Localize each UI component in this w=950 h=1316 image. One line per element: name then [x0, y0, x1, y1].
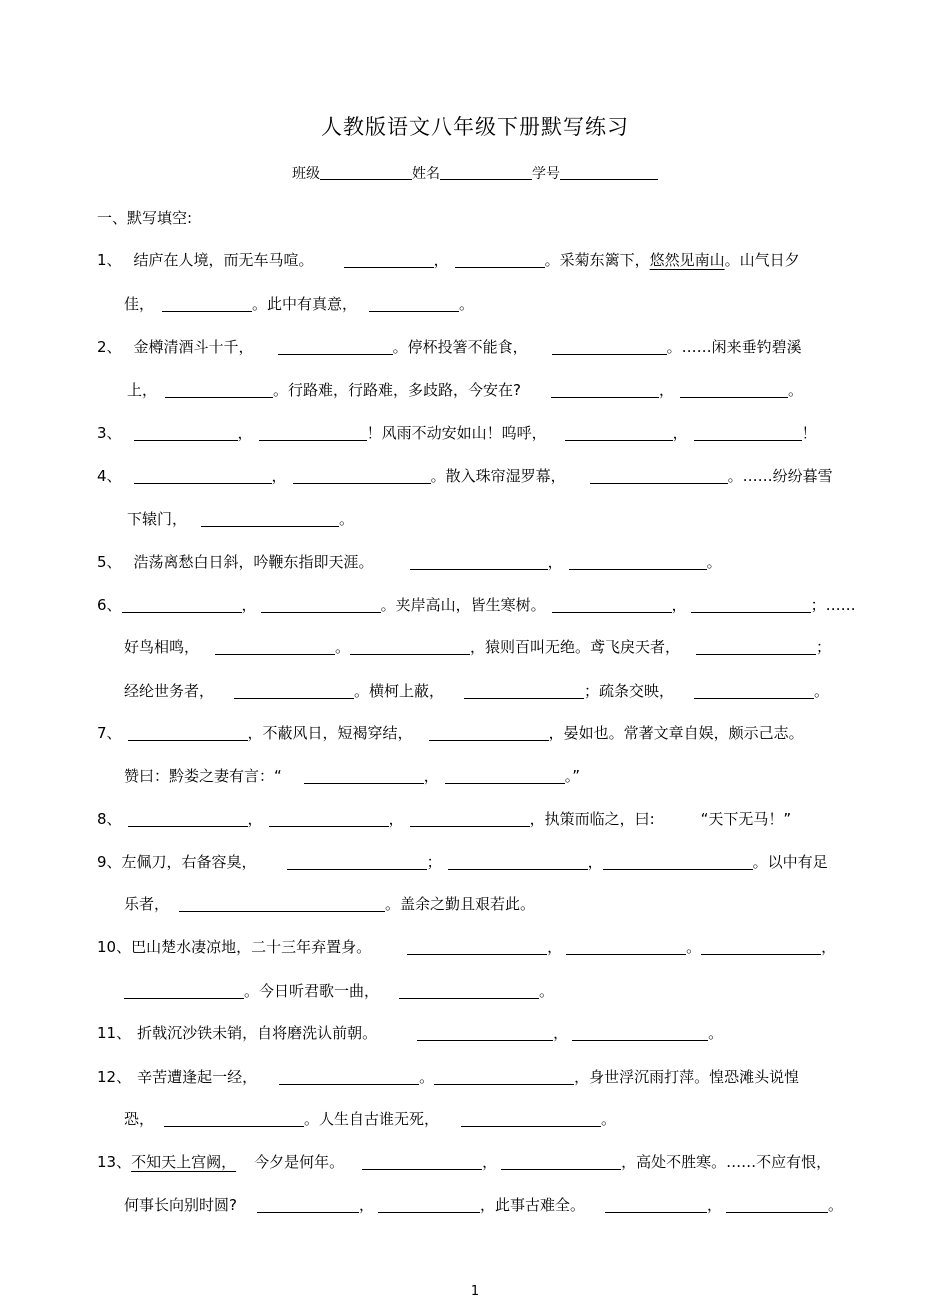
punctuation: ， — [672, 424, 688, 442]
prompt-text: 。山气日夕 — [724, 251, 800, 269]
prompt-text: ，执策而临之，曰: — [529, 810, 655, 828]
answer-blank[interactable] — [261, 597, 381, 613]
answer-blank[interactable] — [122, 597, 242, 613]
prompt-text: 结庐在人境，而无车马喧。 — [133, 251, 314, 269]
answer-blank[interactable] — [362, 1154, 482, 1170]
name-blank[interactable] — [440, 165, 532, 180]
class-label: 班级 — [292, 166, 320, 182]
answer-blank[interactable] — [165, 382, 273, 398]
punctuation: 。 — [708, 1024, 724, 1042]
punctuation: ， — [247, 810, 263, 828]
answer-blank[interactable] — [304, 768, 424, 784]
punctuation: 。 — [601, 1110, 617, 1128]
punctuation: ， — [482, 1153, 498, 1171]
question-number: 6、 — [97, 596, 122, 614]
answer-blank[interactable] — [344, 252, 434, 268]
answer-blank[interactable] — [369, 296, 459, 312]
question-10-line-1 — [97, 937, 836, 957]
prompt-text: 。盖余之勤且艰若此。 — [385, 895, 536, 913]
punctuation: 。 — [788, 381, 804, 399]
answer-blank[interactable] — [128, 725, 248, 741]
answer-blank[interactable] — [569, 554, 707, 570]
answer-blank[interactable] — [445, 768, 565, 784]
answer-blank[interactable] — [552, 597, 672, 613]
question-number: 3、 — [97, 424, 122, 442]
answer-blank[interactable] — [350, 639, 470, 655]
question-1-line-2 — [124, 294, 474, 314]
question-4-line-1 — [97, 466, 833, 486]
question-12-line-1 — [97, 1067, 799, 1087]
punctuation: 。 — [419, 1068, 435, 1086]
answer-blank[interactable] — [259, 425, 367, 441]
answer-blank[interactable] — [279, 1069, 419, 1085]
answer-blank[interactable] — [434, 1069, 574, 1085]
punctuation: ， — [658, 381, 674, 399]
prompt-text: ，晏如也。常著文章自娱，颇示己志。 — [548, 724, 804, 742]
answer-blank[interactable] — [378, 1197, 480, 1213]
punctuation: 。” — [564, 767, 581, 785]
answer-blank[interactable] — [565, 425, 673, 441]
prompt-text: 经纶世务者， — [124, 682, 215, 700]
prompt-text: ，身世浮沉雨打萍。惶恐滩头说惶 — [574, 1068, 800, 1086]
prompt-text: 今夕是何年。 — [254, 1153, 345, 1171]
punctuation: ， — [388, 810, 404, 828]
punctuation: 。 — [335, 638, 351, 656]
prompt-text: ，不蔽风日，短褐穿结， — [247, 724, 413, 742]
question-6-line-2 — [124, 637, 831, 657]
answer-blank[interactable] — [124, 983, 244, 999]
punctuation: ， — [587, 853, 603, 871]
punctuation: 。 — [828, 1196, 844, 1214]
punctuation: ， — [237, 424, 253, 442]
question-number: 5、 — [97, 553, 122, 571]
answer-blank[interactable] — [448, 854, 588, 870]
question-11 — [97, 1023, 723, 1043]
prompt-text: 。人生自古谁无死， — [304, 1110, 440, 1128]
answer-blank[interactable] — [455, 252, 545, 268]
punctuation: 。 — [339, 510, 355, 528]
question-number: 12、 — [97, 1068, 132, 1086]
question-9-line-1 — [97, 852, 828, 872]
punctuation: ， — [241, 596, 257, 614]
answer-blank[interactable] — [399, 983, 539, 999]
answer-blank[interactable] — [680, 382, 788, 398]
underlined-text: 不知天上宫阙， — [131, 1153, 237, 1171]
prompt-text: 左佩刀，右备容臭， — [121, 853, 257, 871]
answer-blank[interactable] — [701, 939, 821, 955]
punctuation: ！ — [801, 424, 817, 442]
question-number: 11、 — [97, 1024, 132, 1042]
answer-blank[interactable] — [407, 939, 547, 955]
section-heading: 一、默写填空: — [97, 209, 193, 227]
answer-blank[interactable] — [278, 339, 393, 355]
answer-blank[interactable] — [552, 339, 667, 355]
number-label: 学号 — [532, 166, 560, 182]
prompt-text: ！风雨不动安如山！呜呼， — [366, 424, 547, 442]
answer-blank[interactable] — [603, 854, 753, 870]
punctuation: ； — [426, 853, 442, 871]
number-blank[interactable] — [560, 165, 658, 180]
punctuation: 。 — [539, 982, 555, 1000]
prompt-text: 乐者， — [124, 895, 170, 913]
answer-blank[interactable] — [287, 854, 427, 870]
student-info-row — [0, 163, 950, 183]
question-number: 9、 — [97, 853, 122, 871]
answer-blank[interactable] — [269, 811, 389, 827]
answer-blank[interactable] — [691, 597, 811, 613]
prompt-text: 。……闲来垂钓碧溪 — [666, 338, 802, 356]
question-number: 2、 — [97, 338, 122, 356]
answer-blank[interactable] — [694, 683, 814, 699]
answer-blank[interactable] — [410, 811, 530, 827]
prompt-text: 何事长向别时圆? — [124, 1196, 237, 1214]
punctuation: ， — [271, 467, 287, 485]
prompt-text: 巴山楚水凄凉地，二十三年弃置身。 — [131, 938, 372, 956]
prompt-text: 好鸟相鸣， — [124, 638, 200, 656]
prompt-text: ，高处不胜寒。……不应有恨， — [621, 1153, 832, 1171]
answer-blank[interactable] — [696, 639, 816, 655]
question-6-line-3 — [124, 681, 829, 701]
question-number: 8、 — [97, 810, 122, 828]
prompt-text: 。今日听君歌一曲， — [244, 982, 380, 1000]
prompt-text: “天下无马！” — [700, 810, 792, 828]
answer-blank[interactable] — [551, 382, 659, 398]
prompt-text: ，猿则百叫无绝。鸢飞戾天者， — [470, 638, 681, 656]
question-10-line-2 — [124, 981, 554, 1001]
prompt-text: 。此中有真意， — [252, 295, 358, 313]
prompt-text: 辛苦遭逢起一经， — [137, 1068, 258, 1086]
punctuation: 。 — [814, 682, 830, 700]
question-13-line-2 — [124, 1195, 843, 1215]
answer-blank[interactable] — [134, 468, 272, 484]
answer-blank[interactable] — [179, 896, 385, 912]
prompt-text: 。横柯上蔽， — [354, 682, 445, 700]
answer-blank[interactable] — [605, 1197, 707, 1213]
prompt-text: 。行路难，行路难，多歧路，今安在? — [273, 381, 521, 399]
question-9-line-2 — [124, 894, 535, 914]
question-7-line-1 — [97, 723, 804, 743]
answer-blank[interactable] — [429, 725, 549, 741]
answer-blank[interactable] — [234, 683, 354, 699]
punctuation: ， — [358, 1196, 374, 1214]
prompt-text: 。散入珠帘湿罗幕， — [430, 467, 566, 485]
question-3 — [97, 423, 817, 443]
answer-blank[interactable] — [590, 468, 728, 484]
answer-blank[interactable] — [566, 939, 686, 955]
punctuation: ； — [816, 638, 832, 656]
prompt-text: 赞曰：黔娄之妻有言：“ — [124, 767, 282, 785]
question-2-line-1 — [97, 337, 802, 357]
prompt-text: 下辕门， — [127, 510, 188, 528]
question-13-line-1 — [97, 1152, 831, 1172]
question-1-line-1 — [97, 250, 800, 270]
answer-blank[interactable] — [201, 511, 339, 527]
question-12-line-2 — [124, 1109, 616, 1129]
question-number: 1、 — [97, 251, 122, 269]
prompt-text: 。停杯投箸不能食， — [392, 338, 528, 356]
prompt-text: ，此事古难全。 — [479, 1196, 585, 1214]
punctuation: 。 — [459, 295, 475, 313]
answer-blank[interactable] — [417, 1025, 553, 1041]
underlined-text: 悠然见南山 — [649, 251, 725, 269]
prompt-text: 恐， — [124, 1110, 155, 1128]
punctuation: 。 — [686, 938, 702, 956]
punctuation: 。 — [706, 553, 722, 571]
prompt-text: 。……纷纷暮雪 — [727, 467, 833, 485]
answer-blank[interactable] — [164, 1111, 304, 1127]
prompt-text: 上， — [127, 381, 158, 399]
question-8 — [97, 809, 791, 829]
answer-blank[interactable] — [257, 1197, 359, 1213]
page-title: 人教版语文八年级下册默写练习 — [321, 115, 629, 139]
answer-blank[interactable] — [726, 1197, 828, 1213]
answer-blank[interactable] — [501, 1154, 621, 1170]
prompt-text: 。夹岸高山，皆生寒树。 — [380, 596, 546, 614]
prompt-text: 金樽清酒斗十千， — [133, 338, 254, 356]
punctuation: ， — [433, 251, 449, 269]
answer-blank[interactable] — [410, 554, 548, 570]
answer-blank[interactable] — [134, 425, 238, 441]
question-5 — [97, 552, 722, 572]
prompt-text: ；疏条交映， — [584, 682, 675, 700]
question-4-line-2 — [127, 509, 354, 529]
answer-blank[interactable] — [694, 425, 802, 441]
punctuation: ， — [707, 1196, 723, 1214]
answer-blank[interactable] — [128, 811, 248, 827]
punctuation: ， — [553, 1024, 569, 1042]
question-number: 4、 — [97, 467, 122, 485]
punctuation: ， — [671, 596, 687, 614]
answer-blank[interactable] — [461, 1111, 601, 1127]
prompt-text: 折戟沉沙铁未销，自将磨洗认前朝。 — [137, 1024, 378, 1042]
punctuation: ， — [547, 938, 563, 956]
question-6-line-1 — [97, 595, 856, 615]
punctuation: ， — [547, 553, 563, 571]
prompt-text: 浩荡离愁白日斜，吟鞭东指即天涯。 — [133, 553, 374, 571]
question-number: 7、 — [97, 724, 122, 742]
class-blank[interactable] — [320, 165, 412, 180]
name-label: 姓名 — [412, 166, 440, 182]
punctuation: ， — [821, 938, 837, 956]
page-number: 1 — [470, 1284, 480, 1299]
question-number: 13、 — [97, 1153, 132, 1171]
answer-blank[interactable] — [464, 683, 584, 699]
prompt-text: 。以中有足 — [752, 853, 828, 871]
question-7-line-2 — [124, 766, 580, 786]
answer-blank[interactable] — [162, 296, 252, 312]
punctuation: ；…… — [810, 596, 856, 614]
answer-blank[interactable] — [215, 639, 335, 655]
prompt-text: 佳， — [124, 295, 155, 313]
question-number: 10、 — [97, 938, 132, 956]
answer-blank[interactable] — [293, 468, 431, 484]
question-2-line-2 — [127, 380, 803, 400]
answer-blank[interactable] — [572, 1025, 708, 1041]
prompt-text: 。采菊东篱下， — [544, 251, 650, 269]
punctuation: ， — [423, 767, 439, 785]
